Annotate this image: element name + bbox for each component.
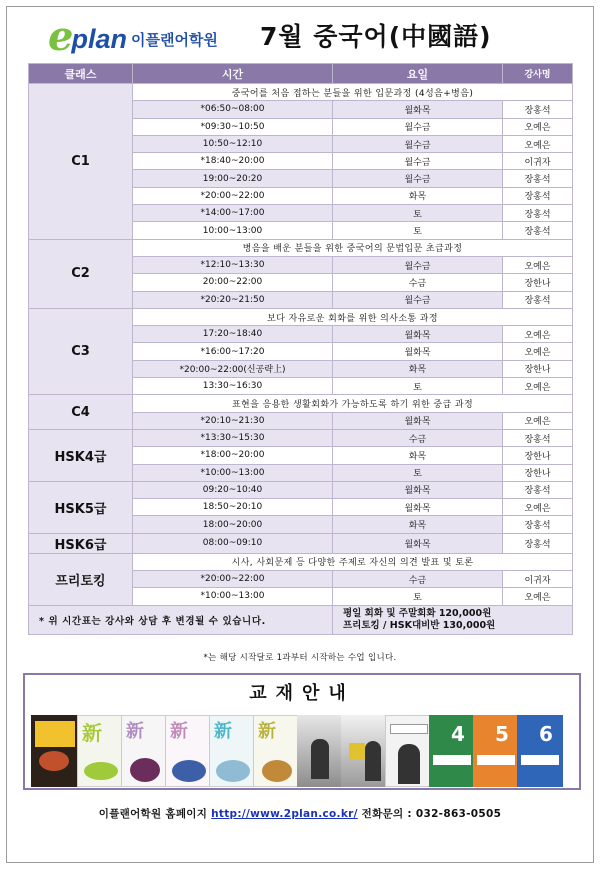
day-cell: 월수금 [333,153,503,170]
time-cell: *13:30~15:30 [133,429,333,446]
class-description-row [29,308,573,325]
time-cell: *18:40~20:00 [133,153,333,170]
class-description: 병음을 배운 분들을 위한 중국어의 문법입문 초급과정 [133,239,573,256]
note-row [29,605,573,634]
time-cell: *09:30~10:50 [133,118,333,135]
time-cell: 10:50~12:10 [133,135,333,152]
teacher-cell: 장한나 [503,464,573,481]
class-name: HSK4급 [29,429,133,481]
book-cover-image: 新 [77,715,123,787]
schedule-note: * 위 시간표는 강사와 상담 후 변경될 수 있습니다. [29,605,333,634]
time-cell: 08:00~09:10 [133,533,333,553]
book-cover-image [341,715,387,787]
teacher-cell: 장홍석 [503,516,573,533]
price-info [333,605,573,634]
day-cell: 화목 [333,187,503,204]
teacher-cell: 오예은 [503,326,573,343]
teacher-cell: 오예은 [503,118,573,135]
time-cell: *18:00~20:00 [133,447,333,464]
class-description: 중국어를 처음 접하는 분들을 위한 입문과정 (4성음+병음) [133,84,573,101]
time-cell: *20:20~21:50 [133,291,333,308]
time-cell: *20:00~22:00 [133,571,333,588]
class-name: C3 [29,308,133,394]
footer-contact [0,806,600,821]
class-name: HSK5급 [29,481,133,533]
book-cover-image [385,715,431,787]
teacher-cell: 장홍석 [503,170,573,187]
class-description-row [29,84,573,101]
book-cover-image: 5 [473,715,519,787]
teacher-cell: 장홍석 [503,222,573,239]
time-cell: *10:00~13:00 [133,588,333,605]
table-row [29,481,573,498]
teacher-cell: 장한나 [503,360,573,377]
academy-logo[interactable] [48,13,218,60]
class-name: C1 [29,84,133,240]
homepage-link[interactable]: http://www.2plan.co.kr/ [211,808,358,820]
time-cell: 17:20~18:40 [133,326,333,343]
class-description: 시사, 사회문제 등 다양한 주제로 자신의 의견 발표 및 토론 [133,553,573,570]
class-name: C2 [29,239,133,308]
teacher-cell: 이귀자 [503,571,573,588]
logo-academy-name: 이플랜어학원 [130,31,218,49]
textbook-covers [31,705,575,787]
column-header-teacher: 강사명 [503,64,573,84]
page-title: 7월 중국어(中國語) [260,22,492,51]
day-cell: 월화목 [333,326,503,343]
time-cell: *14:00~17:00 [133,205,333,222]
table-header-row [29,64,573,84]
day-cell: 월수금 [333,170,503,187]
book-cover-image: 新 [209,715,255,787]
time-cell: 20:00~22:00 [133,274,333,291]
time-cell: 13:30~16:30 [133,378,333,395]
price-line: 프리토킹 / HSK대비반 130,000원 [343,619,496,631]
logo-e: e [48,13,74,60]
class-name: HSK6급 [29,533,133,553]
time-cell: *16:00~17:20 [133,343,333,360]
teacher-cell: 오예은 [503,256,573,273]
textbook-section [23,673,581,790]
book-cover-image: 新 [121,715,167,787]
day-cell: 화목 [333,447,503,464]
day-cell: 토 [333,464,503,481]
day-cell: 토 [333,205,503,222]
teacher-cell: 장홍석 [503,481,573,498]
schedule-body [29,84,573,606]
teacher-cell: 장홍석 [503,187,573,204]
teacher-cell: 장홍석 [503,533,573,553]
day-cell: 월수금 [333,291,503,308]
day-cell: 월화목 [333,412,503,429]
book-cover-image: 4 [429,715,475,787]
day-cell: 월화목 [333,101,503,118]
time-cell: 09:20~10:40 [133,481,333,498]
class-description-row [29,239,573,256]
book-cover-image: 6 [517,715,563,787]
day-cell: 월수금 [333,118,503,135]
day-cell: 월화목 [333,343,503,360]
day-cell: 월화목 [333,499,503,516]
day-cell: 월수금 [333,135,503,152]
time-cell: 10:00~13:00 [133,222,333,239]
schedule-table [28,63,573,635]
book-cover-image [297,715,343,787]
column-header-class: 클래스 [29,64,133,84]
time-cell: 18:00~20:00 [133,516,333,533]
day-cell: 화목 [333,516,503,533]
book-cover-image [31,715,79,787]
teacher-cell: 장홍석 [503,291,573,308]
teacher-cell: 오예은 [503,343,573,360]
class-description-row [29,395,573,412]
time-cell: *06:50~08:00 [133,101,333,118]
time-cell: *12:10~13:30 [133,256,333,273]
day-cell: 토 [333,222,503,239]
class-name: 프리토킹 [29,553,133,605]
time-cell: *20:00~22:00(신공략上) [133,360,333,377]
day-cell: 토 [333,588,503,605]
time-cell: *20:10~21:30 [133,412,333,429]
time-cell: *10:00~13:00 [133,464,333,481]
teacher-cell: 장홍석 [503,429,573,446]
day-cell: 화목 [333,360,503,377]
time-cell: *20:00~22:00 [133,187,333,204]
teacher-cell: 오예은 [503,588,573,605]
table-row [29,429,573,446]
teacher-cell: 오예은 [503,378,573,395]
teacher-cell: 장홍석 [503,205,573,222]
column-header-day: 요일 [333,64,503,84]
class-name: C4 [29,395,133,430]
day-cell: 월수금 [333,256,503,273]
column-header-time: 시간 [133,64,333,84]
teacher-cell: 장한나 [503,274,573,291]
teacher-cell: 오예은 [503,412,573,429]
day-cell: 수금 [333,429,503,446]
class-description: 보다 자유로운 회화를 위한 의사소통 과정 [133,308,573,325]
teacher-cell: 오예은 [503,499,573,516]
teacher-cell: 오예은 [503,135,573,152]
teacher-cell: 장한나 [503,447,573,464]
day-cell: 수금 [333,274,503,291]
textbook-title: 교재안내 [249,683,355,704]
day-cell: 월화목 [333,481,503,498]
book-cover-image: 新 [253,715,299,787]
footer-prefix: 이플랜어학원 홈페이지 [98,808,212,820]
table-row [29,533,573,553]
teacher-cell: 장홍석 [503,101,573,118]
class-description-row [29,553,573,570]
day-cell: 월화목 [333,533,503,553]
logo-plan: plan [71,24,127,54]
time-cell: 19:00~20:20 [133,170,333,187]
book-cover-image: 新 [165,715,211,787]
price-line: 평일 회화 및 주말회화 120,000원 [343,607,492,619]
class-description: 표현을 응용한 생활회화가 가능하도록 하기 위한 중급 과정 [133,395,573,412]
asterisk-footnote: *는 해당 시작달로 1과부터 시작하는 수업 입니다. [203,653,397,663]
time-cell: 18:50~20:10 [133,499,333,516]
footer-phone: 전화문의 : 032-863-0505 [357,808,502,820]
teacher-cell: 이귀자 [503,153,573,170]
day-cell: 수금 [333,571,503,588]
day-cell: 토 [333,378,503,395]
